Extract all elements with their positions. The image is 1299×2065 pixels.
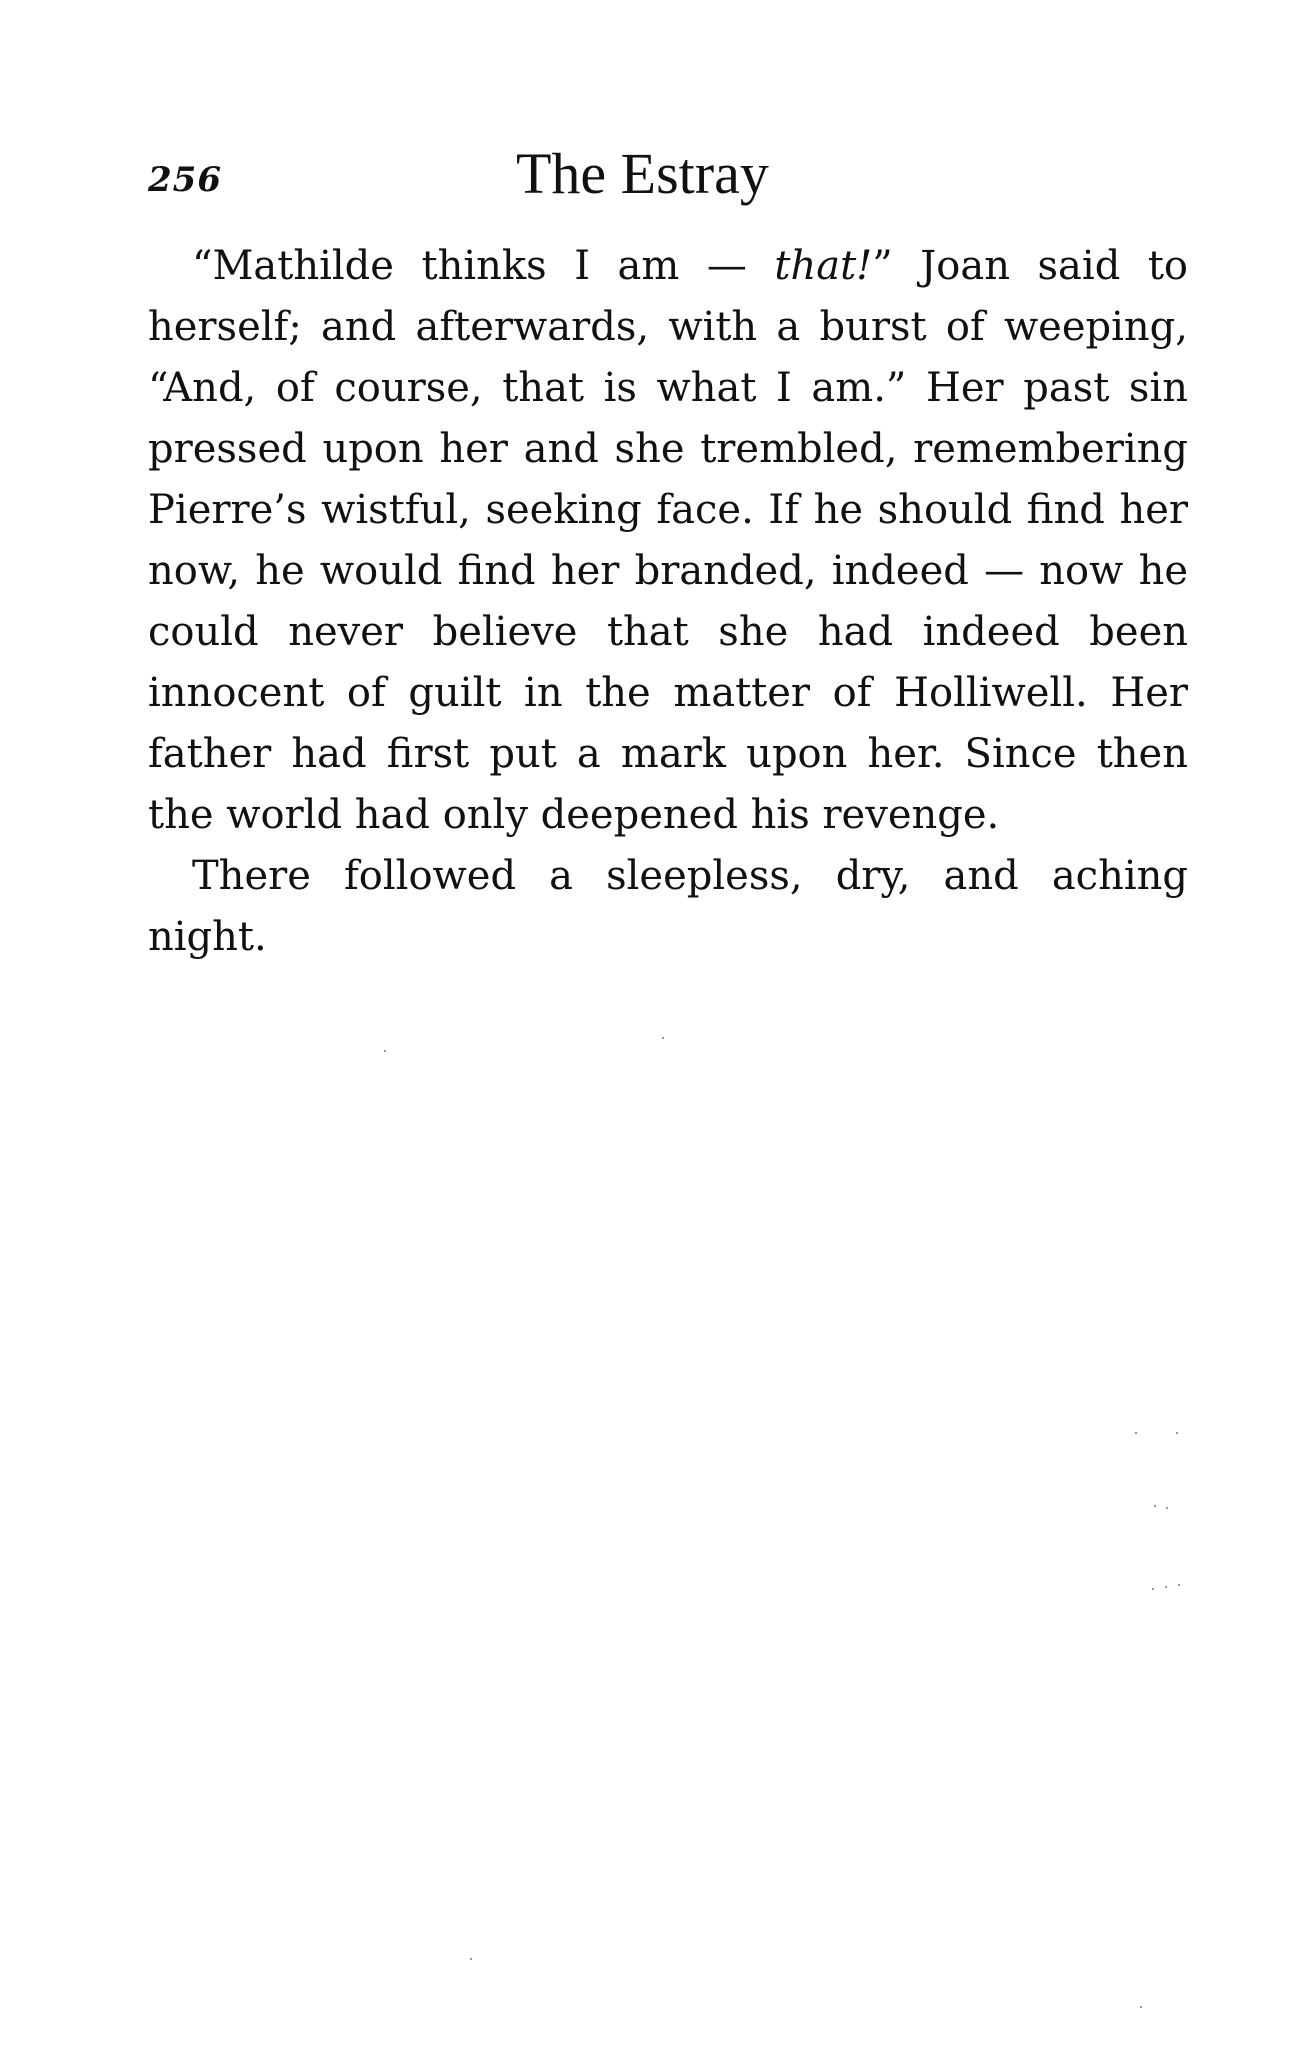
scan-speck [1135, 1432, 1137, 1434]
scan-speck [1178, 1584, 1180, 1586]
scan-speck [1166, 1507, 1168, 1509]
scan-speck [1176, 1432, 1178, 1434]
paragraph: There followed a sleepless, dry, and aching night. [148, 853, 1188, 960]
body-text [148, 236, 1188, 968]
scan-speck [384, 1050, 386, 1052]
page-number: 256 [148, 160, 222, 200]
paragraph [148, 236, 1188, 846]
running-head [148, 140, 1188, 220]
scan-speck [1140, 2006, 1142, 2008]
emphasized-word: that! [774, 243, 873, 289]
scan-speck [1165, 1586, 1167, 1588]
scan-speck [662, 1037, 664, 1039]
running-title: The Estray [516, 141, 769, 206]
paragraph-text-end: ” Joan said to herself; and afterwards, with a burst of weeping, “And, of course, that is what I am.” Her past sin pressed upon her and she trembled, remembering Pierre’s wistful, seeking face. If he should find her now, he would find her branded, indeed — now he could never believe that she had indeed been innocent of guilt in the matter of Holliwell. Her father had first put a mark upon her. Since then the world had only deepened his revenge. [148, 243, 1189, 838]
scan-speck [1154, 1505, 1156, 1507]
paragraph-text-start: “Mathilde thinks I am — [192, 243, 775, 289]
scan-speck [470, 1958, 472, 1960]
scan-speck [1152, 1588, 1154, 1590]
